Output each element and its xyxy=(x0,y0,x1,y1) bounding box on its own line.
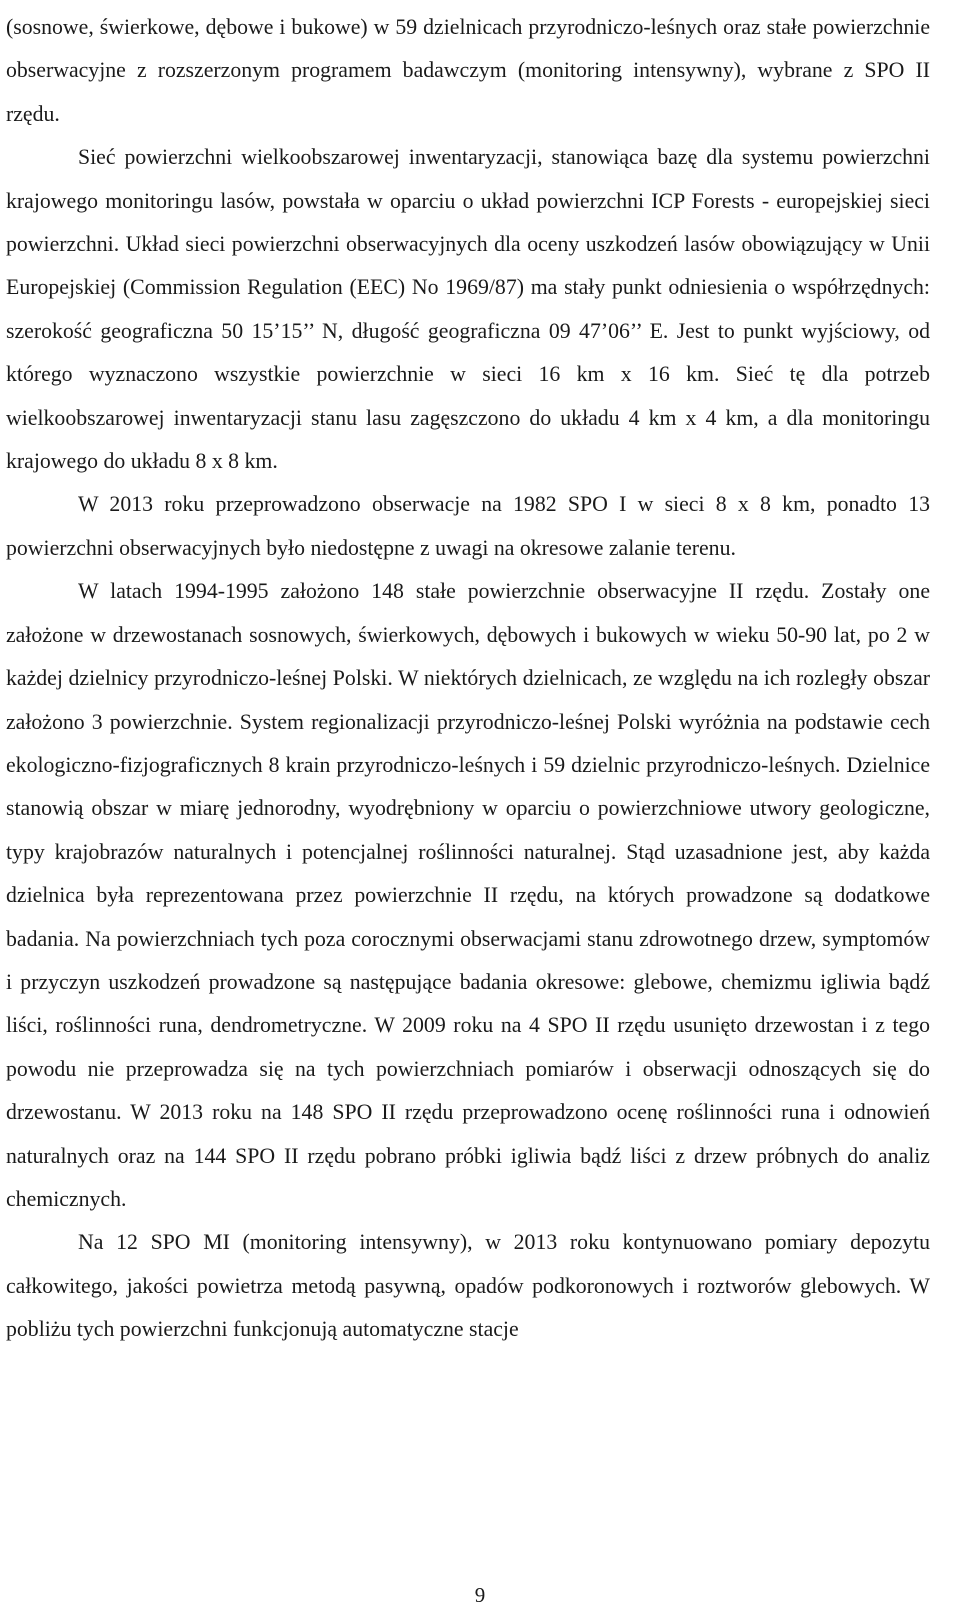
paragraph-2013-observations: W 2013 roku przeprowadzono obserwacje na 1982 SPO I w sieci 8 x 8 km, ponadto 13 powierzchni obserwacyjnych było niedostępne z uwagi na okresowe zalanie terenu. xyxy=(6,492,930,560)
paragraph-continuation: (sosnowe, świerkowe, dębowe i bukowe) w 59 dzielnicach przyrodniczo-leśnych oraz stałe powierzchnie obserwacyjne z rozszerzonym programem badawczym (monitoring intensywny), wybrane z SPO II rzędu. xyxy=(6,15,930,126)
paragraph-spo-second-order: W latach 1994-1995 założono 148 stałe powierzchnie obserwacyjne II rzędu. Zostały one założone w drzewostanach sosnowych, świerkowych, dębowych i bukowych w wieku 50-90 lat, po 2 w każdej dzielnicy przyrodniczo-leśnej Polski. W niektórych dzielnicach, ze względu na ich rozległy obszar założono 3 powierzchnie. System regionalizacji przyrodniczo-leśnej Polski wyróżnia na podstawie cech ekologiczno-fizjograficznych 8 krain przyrodniczo-leśnych i 59 dzielnic przyrodniczo-leśnych. Dzielnice stanowią obszar w miarę jednorodny, wyodrębniony w oparciu o powierzchniowe utwory geologiczne, typy krajobrazów naturalnych i potencjalnej roślinności naturalnej. Stąd uzasadnione jest, aby każda dzielnica była reprezentowana przez powierzchnie II rzędu, na których prowadzone są dodatkowe badania. Na powierzchniach tych poza corocznymi obserwacjami stanu zdrowotnego drzew, symptomów i przyczyn uszkodzeń prowadzone są następujące badania okresowe: glebowe, chemizmu igliwia bądź liści, roślinności runa, dendrometryczne. W 2009 roku na 4 SPO II rzędu usunięto drzewostan i z tego powodu nie przeprowadza się na tych powierzchniach pomiarów i obserwacji odnoszących się do drzewostanu. W 2013 roku na 148 SPO II rzędu przeprowadzono ocenę roślinności runa i odnowień naturalnych oraz na 144 SPO II rzędu pobrano próbki igliwia bądź liści z drzew próbnych do analiz chemicznych. xyxy=(6,579,930,1211)
page-number: 9 xyxy=(474,1583,486,1607)
paragraph-network-description: Sieć powierzchni wielkoobszarowej inwentaryzacji, stanowiąca bazę dla systemu powierzchni krajowego monitoringu lasów, powstała w oparciu o układ powierzchni ICP Forests - europejskiej sieci powierzchni. Układ sieci powierzchni obserwacyjnych dla oceny uszkodzeń lasów obowiązujący w Unii Europejskiej (Commission Regulation (EEC) No 1969/87) ma stały punkt odniesienia o współrzędnych: szerokość geograficzna 50 15’15’’ N, długość geograficzna 09 47’06’’ E. Jest to punkt wyjściowy, od którego wyznaczono wszystkie powierzchnie w sieci 16 km x 16 km. Sieć tę dla potrzeb wielkoobszarowej inwentaryzacji stanu lasu zagęszczono do układu 4 km x 4 km, a dla monitoringu krajowego do układu 8 x 8 km. xyxy=(6,145,930,474)
paragraph-intensive-monitoring: Na 12 SPO MI (monitoring intensywny), w 2013 roku kontynuowano pomiary depozytu całkowitego, jakości powietrza metodą pasywną, opadów podkoronowych i roztworów glebowych. W pobliżu tych powierzchni funkcjonują automatyczne stacje xyxy=(6,1230,930,1342)
